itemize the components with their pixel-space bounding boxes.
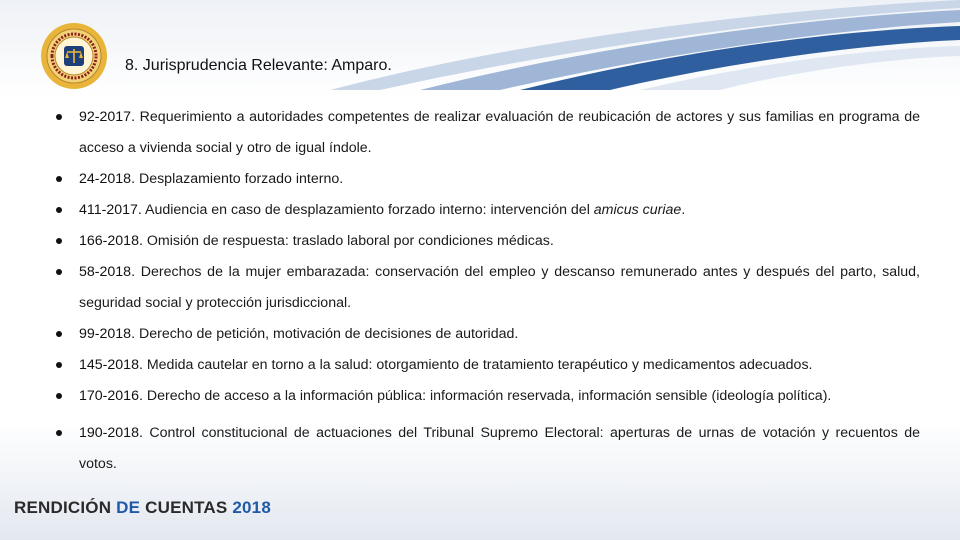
case-number: 24-2018. xyxy=(79,171,136,187)
bullet-icon xyxy=(56,331,62,337)
bullet-icon xyxy=(56,176,62,182)
footer-word-rendicion: RENDICIÓN xyxy=(14,498,112,517)
case-description: Omisión de respuesta: traslado laboral por condiciones médicas. xyxy=(142,233,554,249)
case-number: 99-2018. xyxy=(79,326,136,342)
case-number: 58-2018. xyxy=(79,264,136,280)
bullet-icon xyxy=(56,269,62,275)
latin-term: amicus curiae xyxy=(593,202,682,218)
list-item xyxy=(50,381,920,412)
judicial-seal-logo xyxy=(40,22,108,90)
list-item xyxy=(50,195,920,226)
case-description: Derecho de petición, motivación de decisiones de autoridad. xyxy=(135,326,519,342)
case-description: Audiencia en caso de desplazamiento forzado interno: intervención del xyxy=(141,202,594,218)
footer-brand xyxy=(14,498,271,518)
list-item xyxy=(50,164,920,195)
case-number: 170-2016. xyxy=(79,388,143,404)
case-number: 190-2018. xyxy=(79,425,143,441)
case-number: 145-2018. xyxy=(79,357,143,373)
case-description: Desplazamiento forzado interno. xyxy=(135,171,344,187)
bullet-icon xyxy=(56,393,62,399)
case-description: Derecho de acceso a la información pública: información reservada, información sensible (ideología política). xyxy=(142,388,832,404)
footer-word-cuentas: CUENTAS xyxy=(145,498,228,517)
case-number: 92-2017. xyxy=(79,109,136,125)
case-description: Requerimiento a autoridades competentes de realizar evaluación de reubicación de actores y sus familias en programa de acceso a vivienda social y otro de igual índole. xyxy=(79,109,920,156)
case-description: Medida cautelar en torno a la salud: otorgamiento de tratamiento terapéutico y medicamentos adecuados. xyxy=(142,357,813,373)
bullet-icon xyxy=(56,114,62,120)
bullet-icon xyxy=(56,362,62,368)
footer-word-de: DE xyxy=(116,498,141,517)
slide-title: 8. Jurisprudencia Relevante: Amparo. xyxy=(125,57,392,74)
bullet-icon xyxy=(56,207,62,213)
list-item xyxy=(50,350,920,381)
list-item xyxy=(50,226,920,257)
list-item xyxy=(50,102,920,164)
case-description-end: . xyxy=(681,202,686,218)
case-description: Derechos de la mujer embarazada: conservación del empleo y descanso remunerado antes y después del parto, salud, seguridad social y protección jurisdiccional. xyxy=(79,264,920,311)
bullet-icon xyxy=(56,430,62,436)
case-description: Control constitucional de actuaciones del Tribunal Supremo Electoral: aperturas de urnas de votación y recuentos de votos. xyxy=(79,425,920,472)
jurisprudence-list xyxy=(50,102,920,480)
list-item xyxy=(50,319,920,350)
list-item xyxy=(50,418,920,480)
case-number: 411-2017. xyxy=(79,202,142,218)
footer-year: 2018 xyxy=(232,498,271,517)
header-swoosh xyxy=(0,0,960,90)
case-number: 166-2018. xyxy=(79,233,143,249)
list-item xyxy=(50,257,920,319)
bullet-icon xyxy=(56,238,62,244)
